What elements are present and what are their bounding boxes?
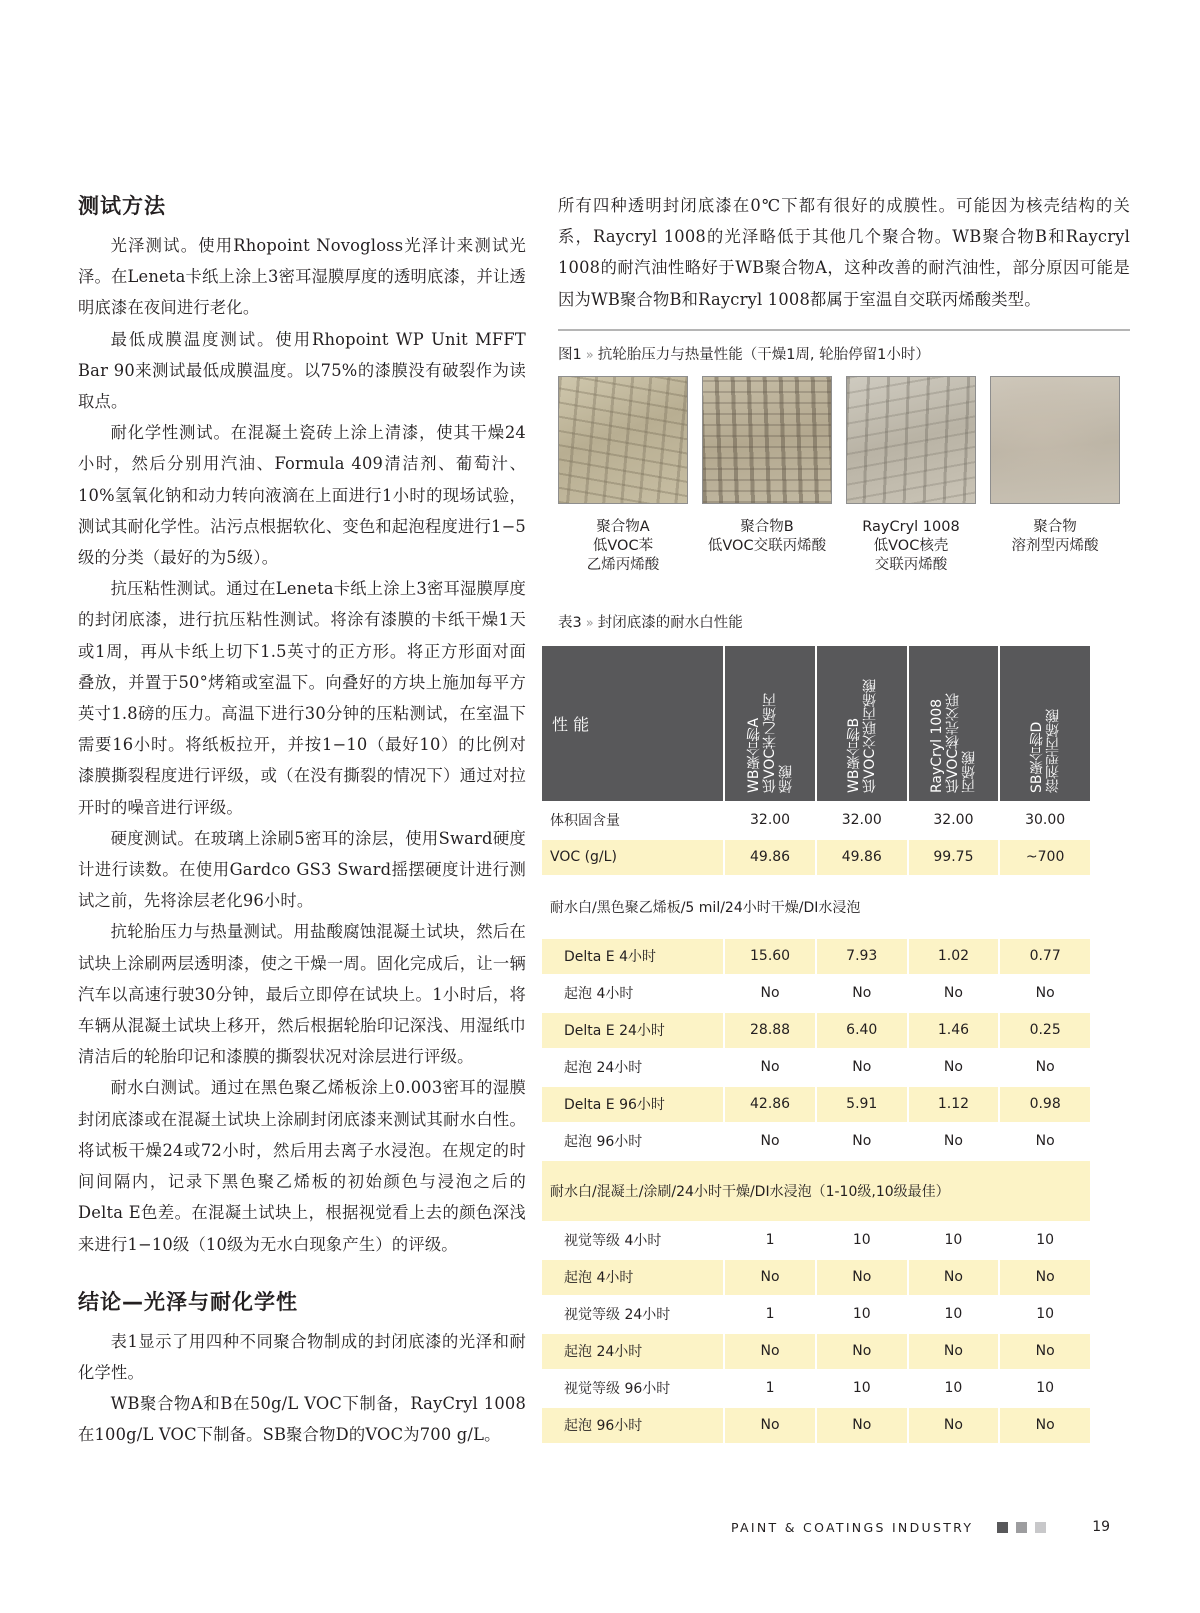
footer-square-icon: [1035, 1522, 1046, 1533]
table-row: [541, 1012, 1091, 1049]
value-cell: No: [724, 1259, 816, 1296]
column-header-text: RayCryl 1008 低VOC核壳交联 丙烯酸: [929, 693, 978, 794]
property-cell: Delta E 24小时: [541, 1012, 724, 1049]
column-header-polymer-b: [816, 645, 908, 802]
value-cell: 0.25: [999, 1012, 1091, 1049]
value-cell: 10: [999, 1222, 1091, 1259]
value-cell: 1.46: [908, 1012, 1000, 1049]
value-cell: 32.00: [724, 802, 816, 839]
column-header-raycryl: [908, 645, 1000, 802]
value-cell: No: [724, 1333, 816, 1370]
table-row: [541, 839, 1091, 876]
photo-item-polymer-a: [558, 376, 688, 575]
property-cell: 起泡 96小时: [541, 1407, 724, 1444]
value-cell: No: [908, 1407, 1000, 1444]
column-header-text: WB聚合物A 低VOC苯乙烯丙 烯酸: [746, 693, 795, 794]
paragraph-continuation: 所有四种透明封闭底漆在0℃下都有很好的成膜性。可能因为核壳结构的关系，Raycryl 1008的光泽略低于其他几个聚合物。WB聚合物B和Raycryl 1008的耐汽油性略好于WB聚合物A，这种改善的耐汽油性，部分原因可能是因为WB聚合物B和Raycryl 1008都属于室温自交联丙烯酸类型。: [558, 196, 1130, 309]
property-cell: Delta E 96小时: [541, 1086, 724, 1123]
value-cell: No: [908, 1259, 1000, 1296]
value-cell: No: [816, 1049, 908, 1086]
heading-test-methods: 测试方法: [78, 194, 166, 218]
value-cell: No: [999, 1407, 1091, 1444]
value-cell: 1.12: [908, 1086, 1000, 1123]
figure-caption: [558, 329, 1130, 364]
value-cell: 49.86: [816, 839, 908, 876]
column-header-polymer-a: [724, 645, 816, 802]
value-cell: No: [908, 975, 1000, 1012]
section-title-cell: 耐水白/混凝土/涂刷/24小时干燥/DI水浸泡（1-10级,10级最佳）: [541, 1160, 1091, 1222]
footer-square-icon: [1016, 1522, 1027, 1533]
value-cell: 42.86: [724, 1086, 816, 1123]
value-cell: 0.98: [999, 1086, 1091, 1123]
table-section-row: [541, 1160, 1091, 1222]
property-cell: 体积固含量: [541, 802, 724, 839]
left-column: [78, 190, 526, 1451]
value-cell: 0.77: [999, 938, 1091, 975]
table-row: [541, 1222, 1091, 1259]
value-cell: 15.60: [724, 938, 816, 975]
property-column-header: 性 能: [541, 645, 724, 802]
blush-resistance-table: [540, 644, 1092, 1445]
table-title: 封闭底漆的耐水白性能: [597, 614, 743, 631]
paragraph-gloss-test: 光泽测试。使用Rhopoint Novogloss光泽计来测试光泽。在Leneta卡纸上涂上3密耳湿膜厚度的透明底漆，并让透明底漆在夜间进行老化。: [78, 236, 526, 318]
value-cell: No: [816, 1123, 908, 1160]
footer-squares: [997, 1522, 1054, 1533]
value-cell: 1: [724, 1222, 816, 1259]
value-cell: No: [724, 1407, 816, 1444]
value-cell: No: [816, 975, 908, 1012]
property-cell: 起泡 96小时: [541, 1123, 724, 1160]
value-cell: 10: [999, 1296, 1091, 1333]
table-arrow: »: [585, 615, 594, 631]
paragraph-conclusion-1: 表1显示了用四种不同聚合物制成的封闭底漆的光泽和耐化学性。: [78, 1331, 526, 1382]
table-row: [541, 1296, 1091, 1333]
paragraph-chemical-resistance-test: 耐化学性测试。在混凝土瓷砖上涂上清漆，使其干燥24小时，然后分别用汽油、Formula 409清洁剂、葡萄汁、10%氢氧化钠和动力转向液滴在上面进行1小时的现场试验，测试其耐化学性。沾污点根据软化、变色和起泡程度进行1−5级的分类（最好的为5级）。: [78, 423, 526, 568]
value-cell: 6.40: [816, 1012, 908, 1049]
tire-mark-photo: [846, 376, 976, 504]
section-title-cell: 耐水白/黑色聚乙烯板/5 mil/24小时干燥/DI水浸泡: [541, 876, 1091, 938]
value-cell: 10: [999, 1370, 1091, 1407]
table-row: [541, 1259, 1091, 1296]
figure-number: 图1: [558, 346, 582, 363]
property-cell: 视觉等级 96小时: [541, 1370, 724, 1407]
paragraph-mfft-test: 最低成膜温度测试。使用Rhopoint WP Unit MFFT Bar 90来测试最低成膜温度。以75%的漆膜没有破裂作为读取点。: [78, 329, 526, 412]
value-cell: No: [724, 1049, 816, 1086]
column-header-text: SB聚合物D 溶剂型丙烯酸: [1029, 709, 1062, 794]
value-cell: 5.91: [816, 1086, 908, 1123]
value-cell: No: [999, 1049, 1091, 1086]
right-column: [550, 190, 1130, 1445]
tire-mark-photo: [990, 376, 1120, 504]
column-header-text: WB聚合物B 低VOC交联丙烯酸: [845, 679, 878, 794]
table-row: [541, 1086, 1091, 1123]
value-cell: 49.86: [724, 839, 816, 876]
value-cell: 32.00: [908, 802, 1000, 839]
value-cell: 1: [724, 1296, 816, 1333]
photo-item-raycryl: [846, 376, 976, 575]
value-cell: 30.00: [999, 802, 1091, 839]
table-header-row: [541, 645, 1091, 802]
photo-item-solvent: [990, 376, 1120, 575]
table-body: [541, 802, 1091, 1444]
table-number: 表3: [558, 614, 582, 631]
property-cell: 视觉等级 24小时: [541, 1296, 724, 1333]
page-number: 19: [1092, 1519, 1111, 1535]
heading-conclusion: 结论—光泽与耐化学性: [78, 1289, 298, 1314]
value-cell: 7.93: [816, 938, 908, 975]
paragraph-conclusion-2: WB聚合物A和B在50g/L VOC下制备，RayCryl 1008在100g/L VOC下制备。SB聚合物D的VOC为700 g/L。: [78, 1394, 526, 1445]
table-row: [541, 1333, 1091, 1370]
paragraph-hardness-test: 硬度测试。在玻璃上涂刷5密耳的涂层，使用Sward硬度计进行读数。在使用Gardco GS3 Sward摇摆硬度计进行测试之前，先将涂层老化96小时。: [78, 828, 526, 911]
value-cell: No: [999, 1123, 1091, 1160]
property-cell: 起泡 24小时: [541, 1049, 724, 1086]
value-cell: No: [724, 1123, 816, 1160]
property-cell: 起泡 24小时: [541, 1333, 724, 1370]
photo-item-polymer-b: [702, 376, 832, 575]
tire-mark-photo: [702, 376, 832, 504]
table-row: [541, 1407, 1091, 1444]
value-cell: No: [908, 1049, 1000, 1086]
photo-caption: 聚合物 溶剂型丙烯酸: [1011, 518, 1099, 554]
value-cell: No: [816, 1259, 908, 1296]
photo-caption: 聚合物A 低VOC苯 乙烯丙烯酸: [586, 518, 660, 573]
table-row: [541, 802, 1091, 839]
value-cell: No: [908, 1123, 1000, 1160]
value-cell: No: [999, 1333, 1091, 1370]
column-header-polymer-d: [999, 645, 1091, 802]
value-cell: No: [816, 1333, 908, 1370]
value-cell: 28.88: [724, 1012, 816, 1049]
value-cell: No: [908, 1333, 1000, 1370]
property-cell: VOC (g/L): [541, 839, 724, 876]
value-cell: No: [999, 1259, 1091, 1296]
publication-name: PAINT & COATINGS INDUSTRY: [731, 1519, 974, 1535]
value-cell: 1: [724, 1370, 816, 1407]
photo-caption: 聚合物B 低VOC交联丙烯酸: [707, 518, 827, 554]
value-cell: 32.00: [816, 802, 908, 839]
property-cell: 视觉等级 4小时: [541, 1222, 724, 1259]
value-cell: 10: [908, 1296, 1000, 1333]
value-cell: 10: [816, 1370, 908, 1407]
footer-square-icon: [997, 1522, 1008, 1533]
table-row: [541, 938, 1091, 975]
value-cell: No: [816, 1407, 908, 1444]
figure-arrow: »: [585, 347, 594, 363]
table-section-row: [541, 876, 1091, 938]
value-cell: No: [724, 975, 816, 1012]
table-row: [541, 1123, 1091, 1160]
paragraph-blush-test: 耐水白测试。通过在黑色聚乙烯板涂上0.003密耳的湿膜封闭底漆或在混凝土试块上涂刷封闭底漆来测试其耐水白性。将试板干燥24或72小时，然后用去离子水浸泡。在规定的时间间隔内，记录下黑色聚乙烯板的初始颜色与浸泡之后的Delta E色差。在混凝土试块上，根据视觉看上去的颜色深浅来进行1−10级（10级为无水白现象产生）的评级。: [78, 1078, 526, 1254]
table-row: [541, 1370, 1091, 1407]
figure-photos: [558, 376, 1130, 575]
paragraph-hot-tire-test: 抗轮胎压力与热量测试。用盐酸腐蚀混凝土试块，然后在试块上涂刷两层透明漆，使之干燥一周。固化完成后，让一辆汽车以高速行驶30分钟，最后立即停在试块上。1小时后，将车辆从混凝土试块上移开，然后根据轮胎印记深浅、用湿纸巾清洁后的轮胎印记和漆膜的撕裂状况对涂层进行评级。: [78, 922, 526, 1067]
value-cell: 10: [816, 1222, 908, 1259]
photo-caption: RayCryl 1008 低VOC核壳 交联丙烯酸: [862, 518, 960, 573]
value-cell: 99.75: [908, 839, 1000, 876]
value-cell: 10: [908, 1222, 1000, 1259]
property-cell: Delta E 4小时: [541, 938, 724, 975]
figure-title: 抗轮胎压力与热量性能（干燥1周, 轮胎停留1小时）: [597, 346, 930, 363]
paragraph-block-resistance-test: 抗压粘性测试。通过在Leneta卡纸上涂上3密耳湿膜厚度的封闭底漆，进行抗压粘性测试。将涂有漆膜的卡纸干燥1天或1周，再从卡纸上切下1.5英寸的正方形。将正方形面对面叠放，并置于50°烤箱或室温下。向叠好的方块上施加每平方英寸1.8磅的压力。高温下进行30分钟的压粘测试，在室温下需要16小时。将纸板拉开，并按1−10（最好10）的比例对漆膜撕裂程度进行评级，或（在没有撕裂的情况下）通过对拉开时的噪音进行评级。: [78, 579, 526, 817]
value-cell: 1.02: [908, 938, 1000, 975]
property-cell: 起泡 4小时: [541, 975, 724, 1012]
table-row: [541, 975, 1091, 1012]
value-cell: No: [999, 975, 1091, 1012]
table-row: [541, 1049, 1091, 1086]
page-footer: [731, 1519, 1110, 1535]
property-cell: 起泡 4小时: [541, 1259, 724, 1296]
value-cell: 10: [908, 1370, 1000, 1407]
table-caption: [558, 611, 1130, 632]
value-cell: ~700: [999, 839, 1091, 876]
tire-mark-photo: [558, 376, 688, 504]
value-cell: 10: [816, 1296, 908, 1333]
